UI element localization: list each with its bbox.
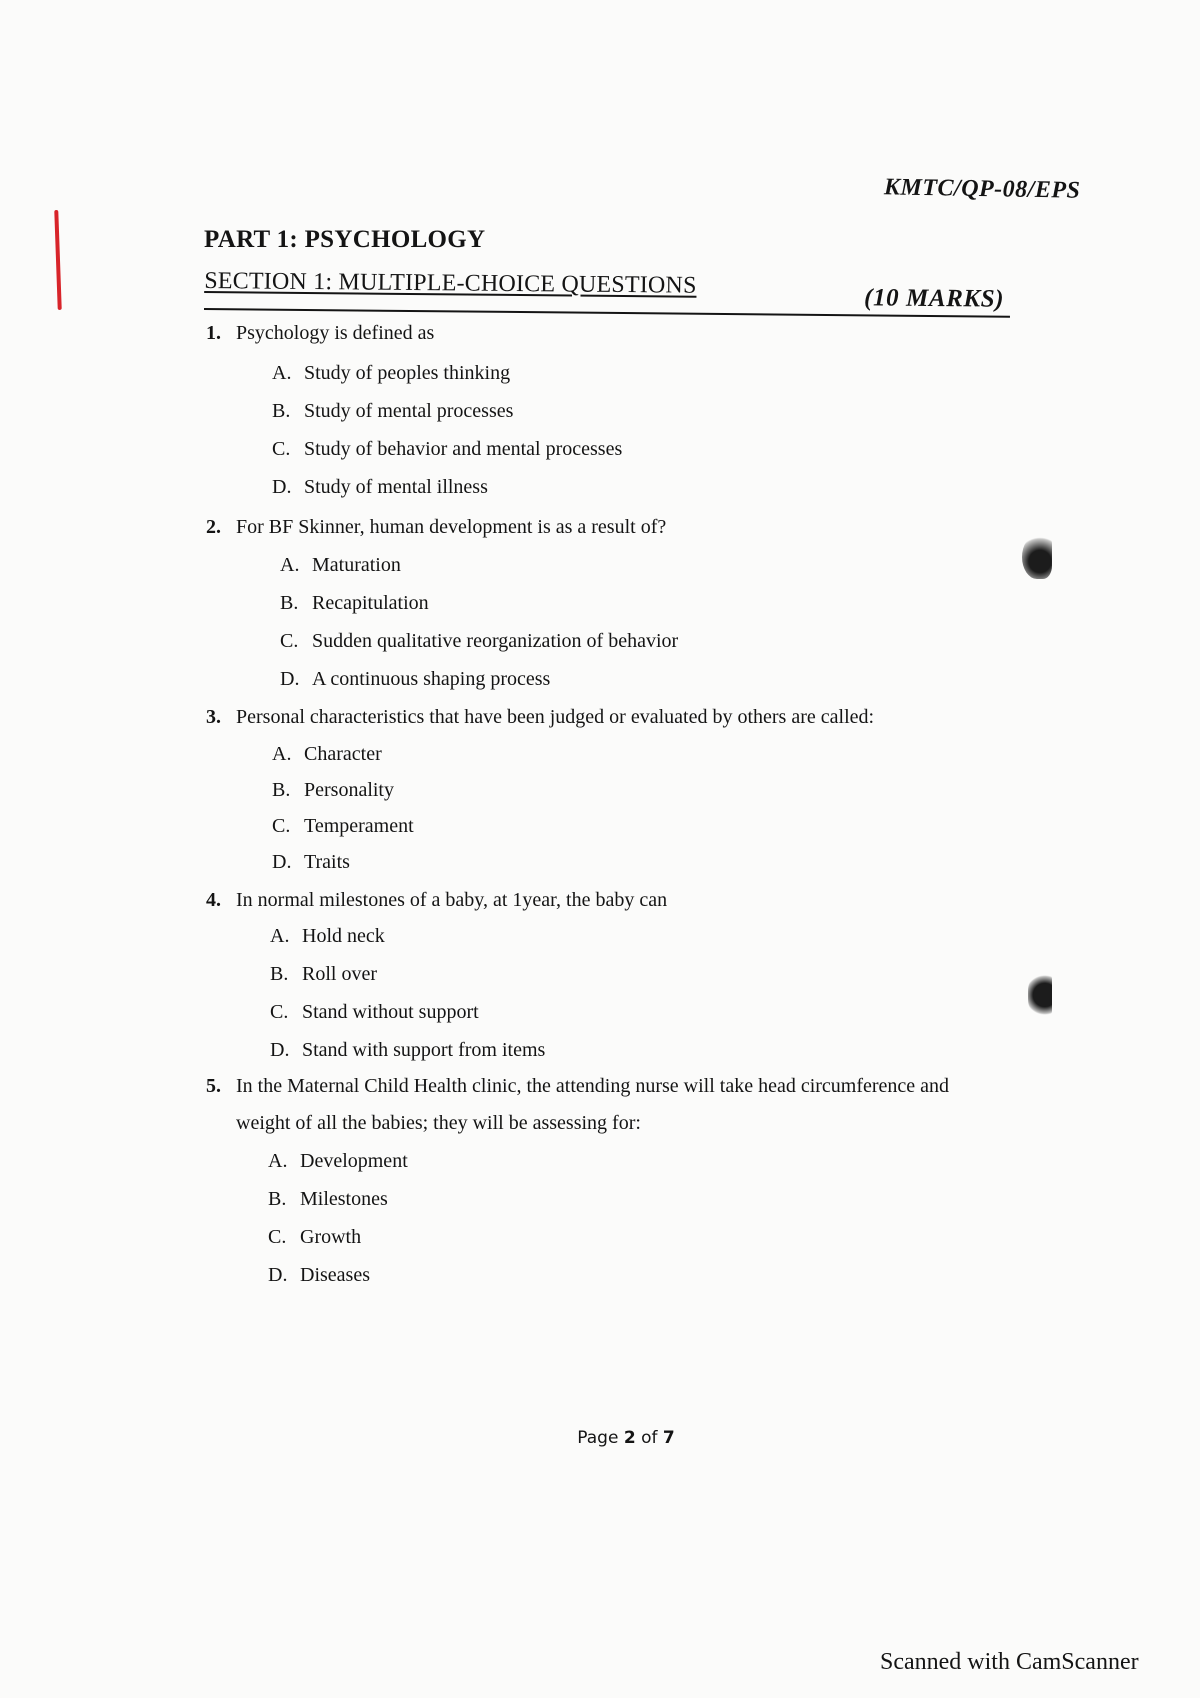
option-5d [268, 1262, 370, 1288]
question-number: 2. [206, 516, 221, 538]
scan-smudge [1022, 535, 1052, 579]
option-letter: C. [272, 815, 291, 837]
page-total: 7 [662, 1428, 675, 1448]
option-letter: A. [272, 743, 292, 765]
part-title: PART 1: PSYCHOLOGY [204, 226, 486, 253]
option-letter: C. [270, 1001, 289, 1023]
option-letter: B. [280, 592, 299, 614]
section-marks: (10 MARKS) [863, 284, 1005, 313]
option-1c [272, 436, 622, 462]
option-text: Stand with support from items [302, 1039, 546, 1061]
option-text: Traits [304, 851, 350, 873]
question-5-continued [236, 1110, 641, 1136]
option-text: Maturation [312, 554, 401, 576]
question-number: 4. [206, 889, 221, 911]
option-letter: D. [272, 851, 292, 873]
option-1b [272, 398, 513, 424]
option-text: Stand without support [302, 1001, 479, 1023]
option-letter: D. [280, 668, 300, 690]
question-5 [206, 1073, 949, 1099]
option-4d [270, 1037, 545, 1063]
option-letter: A. [268, 1150, 288, 1172]
scan-smudge [1028, 975, 1052, 1015]
option-text: Growth [300, 1226, 362, 1248]
option-5a [268, 1148, 408, 1174]
option-3b [272, 777, 394, 803]
question-4 [206, 887, 667, 913]
option-5c [268, 1224, 361, 1250]
option-1d [272, 474, 488, 500]
option-text: Milestones [300, 1188, 388, 1210]
option-letter: B. [270, 963, 289, 985]
page-number [0, 1428, 1200, 1448]
question-text-line-1: In the Maternal Child Health clinic, the attending nurse will take head circumference and [236, 1075, 950, 1097]
option-text: Study of mental illness [304, 476, 488, 498]
section-header [204, 268, 1010, 318]
page-prefix: Page [577, 1428, 619, 1448]
option-text: Recapitulation [312, 592, 429, 614]
option-text: Diseases [300, 1264, 370, 1286]
question-text: Personal characteristics that have been judged or evaluated by others are called: [236, 706, 875, 728]
question-2 [206, 514, 666, 540]
option-text: Hold neck [302, 925, 385, 947]
scanner-watermark: Scanned with CamScanner [880, 1649, 1139, 1675]
option-1a [272, 360, 510, 386]
option-letter: D. [268, 1264, 288, 1286]
option-letter: D. [270, 1039, 290, 1061]
option-2c [280, 628, 678, 654]
question-3 [206, 704, 874, 730]
question-number: 3. [206, 706, 221, 728]
option-text: Study of peoples thinking [304, 362, 511, 384]
option-letter: B. [272, 779, 291, 801]
option-3d [272, 849, 350, 875]
option-4a [270, 923, 385, 949]
question-text: For BF Skinner, human development is as a result of? [236, 516, 667, 538]
option-4c [270, 999, 479, 1025]
option-3c [272, 813, 414, 839]
red-margin-mark [54, 210, 61, 310]
option-5b [268, 1186, 388, 1212]
option-2d [280, 666, 550, 692]
option-text: Study of mental processes [304, 400, 514, 422]
option-text: Character [304, 743, 382, 765]
option-text: Development [300, 1150, 408, 1172]
option-text: Personality [304, 779, 394, 801]
option-text: Study of behavior and mental processes [304, 438, 623, 460]
option-2a [280, 552, 401, 578]
option-letter: A. [272, 362, 292, 384]
question-number: 1. [206, 322, 221, 344]
option-3a [272, 741, 382, 767]
question-text-line-2: weight of all the babies; they will be assessing for: [236, 1112, 641, 1134]
option-letter: B. [268, 1188, 287, 1210]
option-text: Temperament [304, 815, 414, 837]
question-1 [206, 320, 434, 346]
section-title: SECTION 1: MULTIPLE-CHOICE QUESTIONS [204, 268, 697, 299]
option-2b [280, 590, 429, 616]
option-letter: B. [272, 400, 291, 422]
option-text: Sudden qualitative reorganization of behavior [312, 630, 679, 652]
option-text: A continuous shaping process [312, 668, 551, 690]
question-number: 5. [206, 1075, 221, 1097]
option-letter: C. [280, 630, 299, 652]
option-letter: C. [268, 1226, 287, 1248]
page-of: of [641, 1428, 658, 1448]
question-text: In normal milestones of a baby, at 1year, the baby can [236, 889, 668, 911]
option-letter: C. [272, 438, 291, 460]
option-text: Roll over [302, 963, 377, 985]
question-text: Psychology is defined as [236, 322, 435, 344]
option-letter: A. [280, 554, 300, 576]
document-code: KMTC/QP-08/EPS [883, 174, 1081, 204]
option-letter: D. [272, 476, 292, 498]
page-current: 2 [623, 1428, 636, 1448]
option-4b [270, 961, 377, 987]
option-letter: A. [270, 925, 290, 947]
